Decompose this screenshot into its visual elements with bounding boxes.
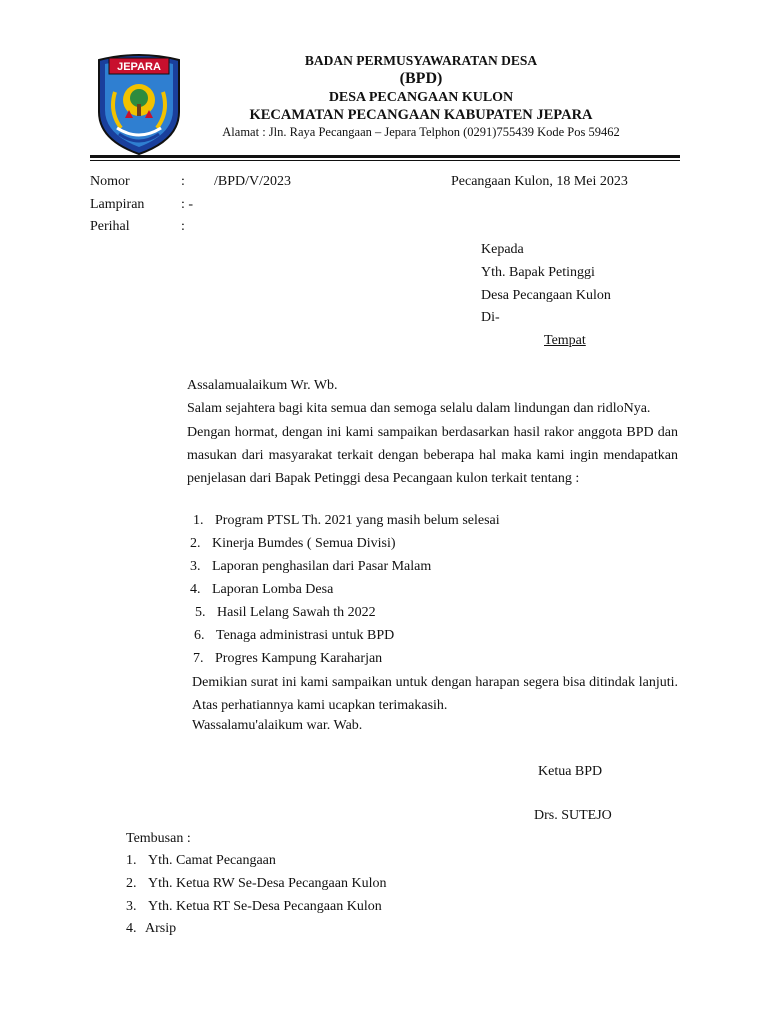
- recipient-village: Desa Pecangaan Kulon: [481, 288, 611, 303]
- list-item: Hasil Lelang Sawah th 2022: [217, 605, 376, 620]
- lampiran-value: : -: [181, 197, 194, 212]
- body-paragraph: Dengan hormat, dengan ini kami sampaikan berdasarkan hasil rakor anggota BPD dan masukan dari masyarakat terkait dengan beberapa hal maka kami ingin mendapatkan penjelasan dari Bapak Petinggi desa Pecangaan kulon terkait tentang :: [187, 425, 678, 486]
- list-item-number: 4.: [190, 582, 201, 597]
- list-item: Progres Kampung Karaharjan: [215, 651, 383, 666]
- perihal-label: Perihal: [90, 219, 130, 234]
- list-item-number: 1.: [126, 853, 137, 868]
- farewell: Wassalamu'alaikum war. Wab.: [192, 718, 363, 733]
- list-item: Kinerja Bumdes ( Semua Divisi): [212, 536, 396, 551]
- list-item: Arsip: [145, 921, 177, 936]
- district-name: KECAMATAN PECANGAAN KABUPATEN JEPARA: [249, 107, 593, 123]
- institution-abbreviation: (BPD): [399, 70, 443, 87]
- list-item-number: 7.: [193, 651, 204, 666]
- header-divider-thin: [90, 160, 680, 161]
- svg-text:JEPARA: JEPARA: [117, 61, 161, 73]
- list-item: Laporan penghasilan dari Pasar Malam: [212, 559, 432, 574]
- header-divider-thick: [90, 155, 680, 158]
- greeting: Assalamualaikum Wr. Wb.: [187, 378, 338, 393]
- list-item-number: 2.: [190, 536, 201, 551]
- list-item: Yth. Camat Pecangaan: [148, 853, 276, 868]
- list-item: Program PTSL Th. 2021 yang masih belum selesai: [215, 513, 500, 528]
- list-item: Tenaga administrasi untuk BPD: [216, 628, 395, 643]
- recipient-di: Di-: [481, 310, 500, 325]
- perihal-colon: :: [181, 219, 185, 234]
- list-item-number: 1.: [193, 513, 204, 528]
- list-item-number: 6.: [194, 628, 205, 643]
- list-item: Yth. Ketua RT Se-Desa Pecangaan Kulon: [148, 899, 382, 914]
- lampiran-label: Lampiran: [90, 197, 145, 212]
- list-item-number: 3.: [126, 899, 137, 914]
- nomor-value: /BPD/V/2023: [214, 174, 292, 189]
- list-item-number: 3.: [190, 559, 201, 574]
- list-item-number: 4.: [126, 921, 137, 936]
- institution-name: BADAN PERMUSYAWARATAN DESA: [304, 53, 538, 68]
- list-item-number: 5.: [195, 605, 206, 620]
- tembusan-heading: Tembusan :: [126, 831, 191, 846]
- closing-paragraph: Demikian surat ini kami sampaikan untuk dengan harapan segera bisa ditindak lanjuti. Atas perhatiannya kami ucapkan terimakasih.: [192, 675, 678, 713]
- recipient-tempat: Tempat: [544, 333, 586, 348]
- list-item: Yth. Ketua RW Se-Desa Pecangaan Kulon: [148, 876, 387, 891]
- recipient-kepada: Kepada: [481, 242, 524, 257]
- salam-line: Salam sejahtera bagi kita semua dan semoga selalu dalam lindungan dan ridloNya.: [187, 401, 651, 416]
- signature-title: Ketua BPD: [538, 764, 603, 779]
- address-line: Alamat : Jln. Raya Pecangaan – Jepara Telphon (0291)755439 Kode Pos 59462: [222, 125, 620, 139]
- recipient-title: Yth. Bapak Petinggi: [481, 265, 595, 280]
- signature-name: Drs. SUTEJO: [534, 808, 612, 823]
- nomor-colon: :: [181, 174, 185, 189]
- list-item-number: 2.: [126, 876, 137, 891]
- village-name: DESA PECANGAAN KULON: [328, 90, 514, 105]
- place-date: Pecangaan Kulon, 18 Mei 2023: [451, 174, 628, 189]
- nomor-label: Nomor: [90, 174, 130, 189]
- list-item: Laporan Lomba Desa: [212, 582, 334, 597]
